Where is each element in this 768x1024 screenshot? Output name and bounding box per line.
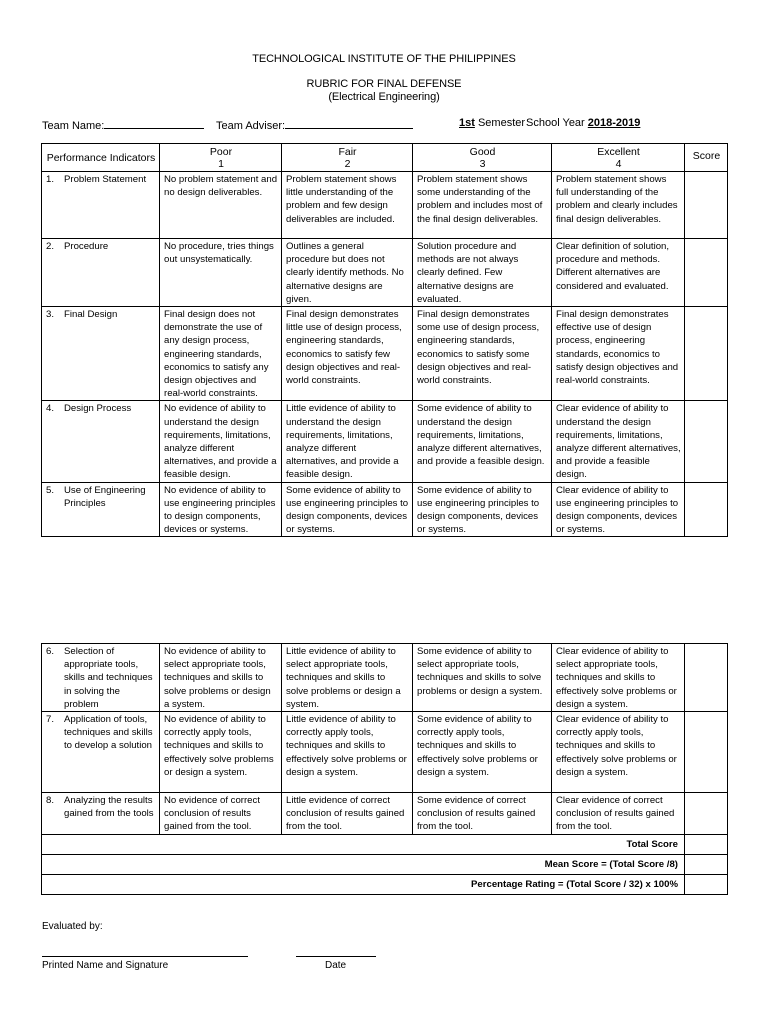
indicator-cell: 3. Final Design: [42, 307, 160, 401]
mean-score-row: [42, 855, 728, 875]
fair-cell: Outlines a general procedure but does not clearly identify methods. No alternative designs are given.: [282, 239, 413, 307]
table-row: [42, 482, 728, 537]
indicator-cell: 7. Application of tools, techniques and skills to develop a solution: [42, 712, 160, 793]
indicator-cell: 5. Use of Engineering Principles: [42, 482, 160, 537]
fair-cell: Some evidence of ability to use engineering principles to design components, devices or systems.: [282, 482, 413, 537]
school-year-label: School Year: [526, 117, 585, 129]
good-cell: Final design demonstrates some use of design process, engineering standards, economics to satisfy some design objectives and real-world constraints.: [413, 307, 552, 401]
excellent-cell: Clear evidence of ability to correctly apply tools, techniques and skills to effectively solve problems or design a system.: [552, 712, 685, 793]
rubric-table-part2: [41, 643, 728, 895]
team-name-blank[interactable]: [104, 117, 204, 129]
table-row: [42, 239, 728, 307]
table-header-row: [42, 144, 728, 172]
total-score-row: [42, 835, 728, 855]
score-cell[interactable]: [685, 482, 728, 537]
header-performance-indicators: Performance Indicators: [42, 144, 160, 172]
team-adviser-label: Team Adviser:: [216, 120, 286, 132]
indicator-cell: 8. Analyzing the results gained from the tools: [42, 793, 160, 835]
good-cell: Problem statement shows some understanding of the problem and includes most of the final design deliverables.: [413, 172, 552, 239]
semester-field: [459, 117, 525, 129]
rubric-table-part1: [41, 143, 728, 537]
good-cell: Some evidence of ability to select appropriate tools, techniques and skills to solve problems or design a system.: [413, 644, 552, 712]
signature-line[interactable]: [42, 956, 248, 957]
poor-cell: No procedure, tries things out unsystematically.: [160, 239, 282, 307]
poor-cell: No evidence of ability to understand the design requirements, limitations, analyze different alternatives, and provide a feasible design.: [160, 401, 282, 482]
table-row: [42, 644, 728, 712]
program-name: (Electrical Engineering): [328, 91, 440, 103]
rubric-title: RUBRIC FOR FINAL DEFENSE: [306, 78, 462, 90]
poor-cell: No evidence of ability to use engineering principles to design components, devices or systems.: [160, 482, 282, 537]
date-label: Date: [325, 960, 347, 971]
fair-cell: Final design demonstrates little use of design process, engineering standards, economics to satisfy few design objectives and real-world constraints.: [282, 307, 413, 401]
good-cell: Some evidence of correct conclusion of results gained from the tool.: [413, 793, 552, 835]
excellent-cell: Clear definition of solution, procedure and methods. Different alternatives are considered and evaluated.: [552, 239, 685, 307]
semester-value: 1st: [459, 117, 475, 129]
team-adviser-field[interactable]: [216, 117, 413, 132]
poor-cell: No evidence of ability to select appropriate tools, techniques and skills to solve problems or design a system.: [160, 644, 282, 712]
score-cell[interactable]: [685, 793, 728, 835]
table-row: [42, 172, 728, 239]
date-line[interactable]: [296, 956, 376, 957]
team-name-label: Team Name:: [42, 120, 105, 132]
good-cell: Some evidence of ability to use engineering principles to design components, devices or systems.: [413, 482, 552, 537]
institution-name: TECHNOLOGICAL INSTITUTE OF THE PHILIPPINES: [252, 53, 516, 65]
excellent-cell: Clear evidence of correct conclusion of results gained from the tool.: [552, 793, 685, 835]
good-cell: Solution procedure and methods are not always clearly defined. Few alternative designs are evaluated.: [413, 239, 552, 307]
percentage-rating-row: [42, 875, 728, 895]
percentage-rating-label: Percentage Rating = (Total Score / 32) x 100%: [42, 875, 685, 895]
mean-score-label: Mean Score = (Total Score /8): [42, 855, 685, 875]
score-cell[interactable]: [685, 644, 728, 712]
excellent-cell: Clear evidence of ability to use engineering principles to design components, devices or systems.: [552, 482, 685, 537]
fair-cell: Little evidence of ability to correctly apply tools, techniques and skills to effectively solve problems or design a system.: [282, 712, 413, 793]
indicator-cell: 2. Procedure: [42, 239, 160, 307]
score-cell[interactable]: [685, 401, 728, 482]
good-cell: Some evidence of ability to correctly apply tools, techniques and skills to effectively solve problems or design a system.: [413, 712, 552, 793]
indicator-cell: 4. Design Process: [42, 401, 160, 482]
fair-cell: Problem statement shows little understanding of the problem and few design deliverables are included.: [282, 172, 413, 239]
table-row: [42, 401, 728, 482]
printed-name-label: Printed Name and Signature: [42, 960, 169, 971]
school-year-value: 2018-2019: [587, 117, 641, 129]
team-name-field[interactable]: [42, 117, 204, 132]
score-cell[interactable]: [685, 712, 728, 793]
table-row: [42, 307, 728, 401]
table-row: [42, 712, 728, 793]
team-adviser-blank[interactable]: [285, 117, 413, 129]
percentage-rating-cell[interactable]: [685, 875, 728, 895]
indicator-cell: 1. Problem Statement: [42, 172, 160, 239]
total-score-cell[interactable]: [685, 835, 728, 855]
excellent-cell: Clear evidence of ability to understand the design requirements, limitations, analyze different alternatives, and provide a feasible design.: [552, 401, 685, 482]
poor-cell: No evidence of ability to correctly apply tools, techniques and skills to effectively solve problems or design a system.: [160, 712, 282, 793]
table-row: [42, 793, 728, 835]
total-score-label: Total Score: [42, 835, 685, 855]
header-poor: Poor 1: [160, 144, 282, 172]
header-excellent: Excellent 4: [552, 144, 685, 172]
good-cell: Some evidence of ability to understand the design requirements, limitations, analyze different alternatives, and provide a feasible design.: [413, 401, 552, 482]
indicator-cell: 6. Selection of appropriate tools, skills and techniques in solving the problem: [42, 644, 160, 712]
fair-cell: Little evidence of ability to understand the design requirements, limitations, analyze different alternatives, and provide a feasible design.: [282, 401, 413, 482]
excellent-cell: Problem statement shows full understanding of the problem and clearly includes final design deliverables.: [552, 172, 685, 239]
evaluated-by-label: Evaluated by:: [42, 921, 103, 932]
header-score: Score: [685, 144, 728, 172]
fair-cell: Little evidence of ability to select appropriate tools, techniques and skills to solve problems or design a system.: [282, 644, 413, 712]
mean-score-cell[interactable]: [685, 855, 728, 875]
semester-label: Semester: [477, 117, 526, 129]
header-fair: Fair 2: [282, 144, 413, 172]
excellent-cell: Clear evidence of ability to select appropriate tools, techniques and skills to effectively solve problems or design a system.: [552, 644, 685, 712]
score-cell[interactable]: [685, 239, 728, 307]
fair-cell: Little evidence of correct conclusion of results gained from the tool.: [282, 793, 413, 835]
score-cell[interactable]: [685, 307, 728, 401]
excellent-cell: Final design demonstrates effective use of design process, engineering standards, economics to satisfy design objectives and real-world constraints.: [552, 307, 685, 401]
header-good: Good 3: [413, 144, 552, 172]
school-year-field: [526, 117, 640, 129]
poor-cell: No evidence of correct conclusion of results gained from the tool.: [160, 793, 282, 835]
poor-cell: No problem statement and no design deliverables.: [160, 172, 282, 239]
poor-cell: Final design does not demonstrate the use of any design process, engineering standards, economics to satisfy any design objectives and real-world constraints.: [160, 307, 282, 401]
score-cell[interactable]: [685, 172, 728, 239]
